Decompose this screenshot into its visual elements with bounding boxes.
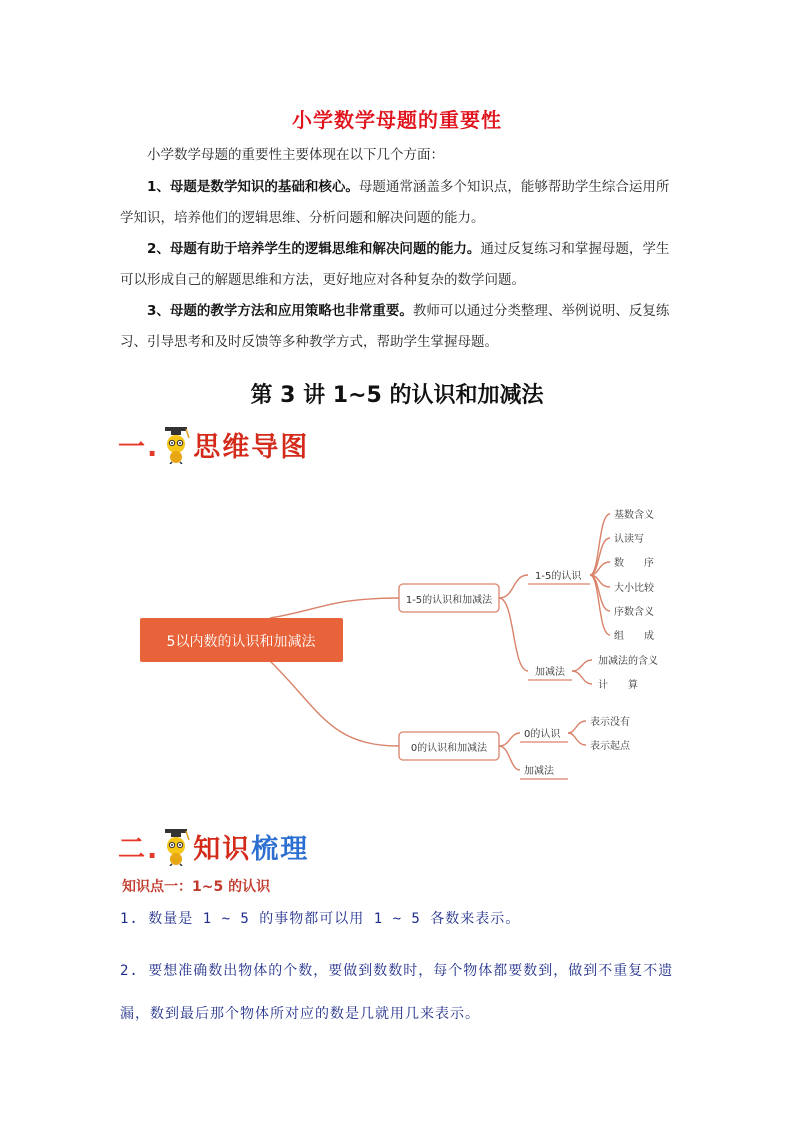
connector-leaf-1 xyxy=(590,514,610,575)
connector-leaf-8 xyxy=(572,671,592,684)
section-2-title-b: 梳理 xyxy=(251,834,310,865)
page-title: 小学数学母题的重要性 xyxy=(292,108,502,132)
connector-leaf-9 xyxy=(568,721,586,733)
section-2-title-a: 知识 xyxy=(193,834,252,865)
section-1-heading xyxy=(118,424,309,464)
point-2-bold: 2、母题有助于培养学生的逻辑思维和解决问题的能力。 xyxy=(147,241,481,257)
leaf-3: 数 序 xyxy=(614,558,654,569)
b1-child1-label: 1-5的认识 xyxy=(535,571,582,582)
branch2-label: 0的认识和加减法 xyxy=(410,743,488,754)
connector-branch2-child2 xyxy=(499,746,520,770)
intro-text: 小学数学母题的重要性主要体现在以下几个方面： xyxy=(147,147,444,163)
connector-leaf-7 xyxy=(572,660,592,671)
leaf-4: 大小比较 xyxy=(614,583,654,594)
root-label: 5以内数的认识和加减法 xyxy=(166,634,316,650)
knowledge-line-2: 2. 要想准确数出物体的个数，要做到数数时，每个物体都要数到，做到不重复不遗漏，数到最后那个物体所对应的数是几就用几来表示。 xyxy=(120,963,674,1022)
knowledge-line-1: 1. 数量是 1 ~ 5 的事物都可以用 1 ~ 5 各数来表示。 xyxy=(120,911,521,927)
connector-root-branch2 xyxy=(270,661,399,746)
leaf-2: 认读写 xyxy=(614,534,644,545)
point-3-text: 教师可以通过分类整理、举例说明、反复练习、引导思考和及时反馈等多种教学方式，帮助学生掌握母题。 xyxy=(120,303,670,350)
point-3 xyxy=(120,296,680,358)
mascot-icon xyxy=(159,826,193,866)
leaf-7: 加减法的含义 xyxy=(598,656,658,667)
leaf-5: 序数含义 xyxy=(614,607,654,618)
point-3-bold: 3、母题的教学方法和应用策略也非常重要。 xyxy=(147,303,413,319)
section-1-title: 思维导图 xyxy=(193,432,310,463)
leaf-10: 表示起点 xyxy=(590,741,630,752)
branch1-label: 1-5的认识和加减法 xyxy=(405,595,493,606)
leaf-9: 表示没有 xyxy=(590,717,630,728)
section-2-heading xyxy=(118,826,309,866)
connector-branch2-child1 xyxy=(499,733,520,746)
mascot-icon xyxy=(159,424,193,464)
point-1-text: 母题通常涵盖多个知识点，能够帮助学生综合运用所学知识，培养他们的逻辑思维、分析问题和解决问题的能力。 xyxy=(120,179,670,226)
connector-leaf-10 xyxy=(568,733,586,745)
section-1-number: 一. xyxy=(118,432,160,463)
connector-branch1-child1 xyxy=(499,575,528,598)
point-1 xyxy=(120,172,680,234)
b2-child1-label: 0的认识 xyxy=(524,729,561,740)
point-2-text: 通过反复练习和掌握母题，学生可以形成自己的解题思维和方法，更好地应对各种复杂的数学问题。 xyxy=(120,241,670,288)
leaf-6: 组 成 xyxy=(614,631,654,642)
section-2-number: 二. xyxy=(118,834,160,865)
lecture-title: 第 3 讲 1~5 的认识和加减法 xyxy=(250,383,544,408)
b1-child2-label: 加减法 xyxy=(535,667,565,678)
connector-leaf-6 xyxy=(590,575,610,635)
point-1-bold: 1、母题是数学知识的基础和核心。 xyxy=(147,179,359,195)
connector-branch1-child2 xyxy=(499,598,528,671)
mind-map xyxy=(0,490,794,790)
leaf-1: 基数含义 xyxy=(614,510,654,521)
knowledge-point-title: 知识点一：1~5 的认识 xyxy=(122,879,271,895)
point-2 xyxy=(120,234,680,296)
b2-child2-label: 加减法 xyxy=(524,766,554,777)
connector-root-branch1 xyxy=(270,598,399,618)
leaf-8: 计 算 xyxy=(598,680,638,691)
